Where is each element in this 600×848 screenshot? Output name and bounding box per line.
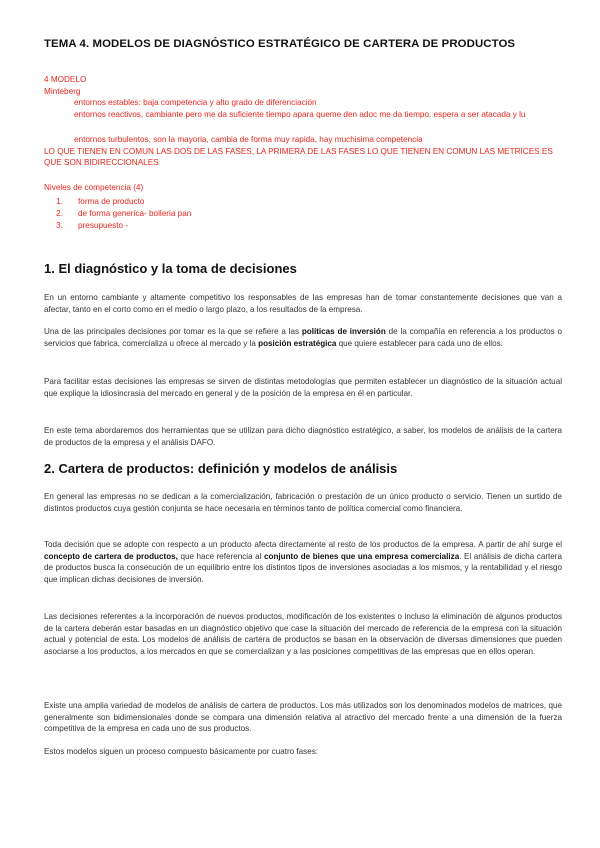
paragraph: En un entorno cambiante y altamente competitivo los responsables de las empresas han de tomar constantemente decisiones que van a afectar, tanto en el corto como en el medio o largo plazo, a los resultados de la empresa. (44, 293, 562, 314)
section-heading: 1. El diagnóstico y la toma de decisiones (44, 261, 297, 276)
paragraph: En este tema abordaremos dos herramientas que se utilizan para dicho diagnóstico estratégico, a saber, los modelos de análisis de la cartera de productos de la empresa y el análisis DAFO. (44, 426, 562, 447)
note-line: Minteberg (44, 86, 81, 96)
note-line: entornos estables: baja competencia y alto grado de diferenciación (74, 98, 317, 107)
levels-heading: Niveles de competencia (4) (44, 183, 144, 192)
note-line: 4 MODELO (44, 75, 87, 84)
paragraph: Las decisiones referentes a la incorporación de nuevos productos, modificación de los existentes o incluso la eliminación de algunos productos de la cartera deberán estar basadas en un diagnóstico objetivo que case la situación del mercado de referencia de la empresa con la situación actual y potencial de esta. Los modelos de análisis de cartera de productos se basan en la observación de diversas dimensiones que pueden asociarse a los productos, a los mercados en que se comercializan y a las posiciones competitivas de las empresas que en ellos operan. (44, 612, 562, 657)
list-item: 3. presupuesto - (56, 221, 129, 230)
paragraph: Existe una amplia variedad de modelos de análisis de cartera de productos. Los más utilizados son los denominados modelos de matrices, que generalmente son bidimensionales donde se compara una dimensión relativa al atractivo del mercado frente a una dimensión de la fuerza competitiva de la empresa en cada uno de sus productos. (44, 701, 562, 734)
note-line: entornos turbulentos, son la mayoria, cambia de forma muy rapida, hay muchisima competencia (74, 135, 423, 144)
list-item: 1. forma de producto (56, 197, 145, 206)
paragraph: En general las empresas no se dedican a la comercialización, fabricación o prestación de un único producto o servicio. Tienen un surtido de distintos productos cuya gestión conjunta se hace necesaria en términos tanto de política comercial como financiera. (44, 492, 562, 513)
paragraph: Toda decisión que se adopte con respecto a un producto afecta directamente al resto de los productos de la empresa. A partir de ahí surge el concepto de cartera de productos, que hace referencia al conjunto de bienes que una empresa comercializa. El análisis de dicha cartera de productos busca la consecución de un equilibrio entre los distintos tipos de inversiones asociadas a los mismos, y la rentabilidad y el riesgo que implican dichas decisiones de inversión. (44, 540, 562, 585)
note-line: LO QUE TIENEN EN COMUN LAS DOS DE LAS FASES, LA PRIMERA DE LAS FASES LO QUE TIENEN EN COMUN LAS METRICES ES QUE SON BIDIRECCIONALES (44, 146, 553, 167)
paragraph: Estos modelos siguen un proceso compuesto básicamente por cuatro fases: (44, 747, 318, 756)
page-title: TEMA 4. MODELOS DE DIAGNÓSTICO ESTRATÉGICO DE CARTERA DE PRODUCTOS (44, 38, 516, 50)
paragraph: Para facilitar estas decisiones las empresas se sirven de distintas metodologías que permiten establecer un diagnóstico de la situación actual que explique la idiosincrasia del mercado en general y de la posición de la empresa en él en particular. (44, 377, 562, 398)
list-item: 2. de forma generica- bolleria pan (56, 209, 192, 218)
section-heading: 2. Cartera de productos: definición y modelos de análisis (44, 461, 398, 476)
levels-list (44, 196, 191, 232)
note-line: entornos reactivos, cambiante pero me da suficiente tiempo apara queme den adoc me da tiempo. espera a ser atacada y lu (74, 110, 526, 119)
paragraph: Una de las principales decisiones por tomar es la que se refiere a las políticas de inversión de la compañía en referencia a los productos o servicios que fabrica, comercializa u ofrece al mercado y la posición estratégica que quiere establecer para cada uno de ellos. (44, 327, 562, 348)
